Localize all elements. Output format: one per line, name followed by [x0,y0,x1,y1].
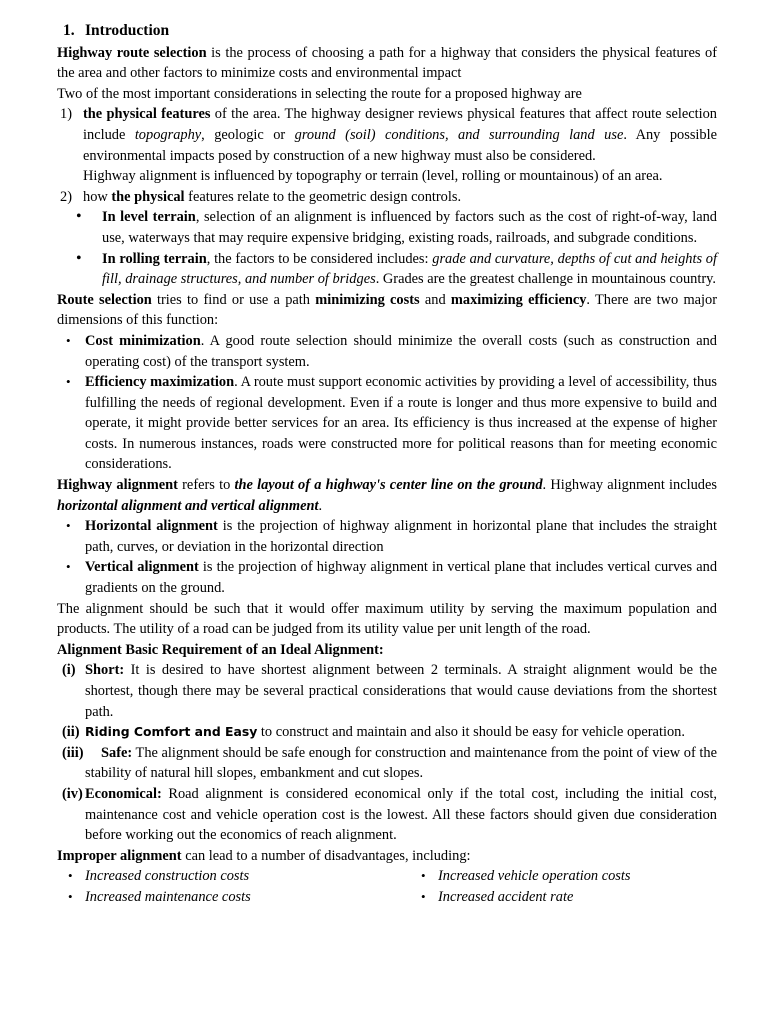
cost-minimization-item: • Cost minimization. A good route selection should minimize the overall costs (such as construction and operating cost) of the transport system. [66,332,717,370]
route-selection-paragraph: Route selection tries to find or use a path minimizing costs and maximizing efficiency. There are two major dimensions of this function: [57,291,718,329]
bullet-icon: • [66,559,71,575]
highway-alignment-paragraph: Highway alignment refers to the layout of a highway's center line on the ground. Highway alignment includes horizontal alignment and vertical alignment. [57,477,717,514]
list-item: • Increased construction costs [57,866,410,887]
disadvantages-right-column [410,866,630,907]
requirement-safe: (iii) Safe: The alignment should be safe enough for construction and maintenance from the point of view of the stability of natural hill slopes, embankment and cut slopes. [62,744,717,782]
bullet-icon: • [66,518,71,534]
horizontal-alignment-item: • Horizontal alignment is the projection of highway alignment in horizontal plane that includes the straight path, curves, or deviation in the horizontal direction [66,518,717,555]
rolling-terrain-item: • In rolling terrain, the factors to be considered includes: grade and curvature, depths of cut and heights of fill, drainage structures, and number of bridges. Grades are the greatest challenge in mountainous country. [76,249,717,288]
level-terrain-item: • In level terrain, selection of an alignment is influenced by factors such as the cost of right-of-way, land use, waterways that may require expensive bridging, existing roads, railroads, and subgrade conditions. [76,208,717,246]
list-number: 2) [60,188,72,205]
bullet-icon: • [66,332,71,348]
bullet-icon: • [421,868,426,884]
bullet-icon: • [68,888,73,904]
list-number: (iv) [62,785,83,802]
requirement-comfort: (ii) Riding Comfort and Easy to construct and maintain and also it should be easy for vehicle operation. [57,722,717,743]
list-item: • Increased accident rate [410,887,630,908]
consideration-physical-features: 1) the physical features of the area. The highway designer reviews physical features that affect route selection include topography, geologic or ground (soil) conditions, and surrounding land use. Any possible environmental impacts posed by construction of a new highway must also be considered. [60,106,718,164]
intro-line: Two of the most important considerations in selecting the route for a proposed highway are [57,85,582,102]
list-item: • Increased maintenance costs [57,887,410,908]
bullet-icon: • [68,868,73,884]
list-number: (i) [62,662,76,679]
bullet-icon: • [76,208,82,226]
vertical-alignment-item: • Vertical alignment is the projection of highway alignment in vertical plane that includes vertical curves and gradients on the ground. [66,559,718,597]
list-number: (ii) [62,724,80,741]
intro-paragraph: Highway route selection is the process of choosing a path for a highway that considers the physical features of the area and other factors to minimize costs and environmental impact [57,44,718,82]
requirement-short: (i) Short: It is desired to have shortest alignment between 2 terminals. A straight alignment would be the shortest, though there may be several practical considerations that would cause deviations from the shortest path. [62,662,717,720]
terrain-influence-note: Highway alignment is influenced by topography or terrain (level, rolling or mountainous) of an area. [83,168,663,185]
list-number: 1) [60,106,72,123]
list-number: (iii) [62,744,84,761]
requirement-economical: (iv) Economical: Road alignment is considered economical only if the total cost, including the initial cost, maintenance cost and vehicle operation cost is the lowest. All these factors should given due consideration before working out the economics of reach alignment. [62,785,717,844]
disadvantages-left-column [57,866,410,907]
document-page [57,21,717,908]
improper-alignment-paragraph: Improper alignment can lead to a number of disadvantages, including: [57,847,471,864]
section-heading: 1. Introduction [63,22,170,39]
bullet-icon: • [421,888,426,904]
bullet-icon: • [76,249,82,267]
disadvantages-list [57,866,717,907]
requirements-title: Alignment Basic Requirement of an Ideal Alignment: [57,641,384,658]
list-item: • Increased vehicle operation costs [410,866,630,887]
utility-paragraph: The alignment should be such that it would offer maximum utility by serving the maximum population and products. The utility of a road can be judged from its utility value per unit length of the road. [57,600,717,638]
efficiency-maximization-item: • Efficiency maximization. A route must support economic activities by providing a level of accessibility, thus fulfilling the needs of regional development. Even if a route is longer and thus more expensive to build and operate, it might provide better services for an area. Its efficiency is thus increased at the expense of higher costs. In numerous instances, roads were constructed more for political reasons than for meeting economic considerations. [66,374,717,473]
consideration-design-controls: 2) how the physical features relate to the geometric design controls. [57,187,717,208]
bullet-icon: • [66,374,71,390]
